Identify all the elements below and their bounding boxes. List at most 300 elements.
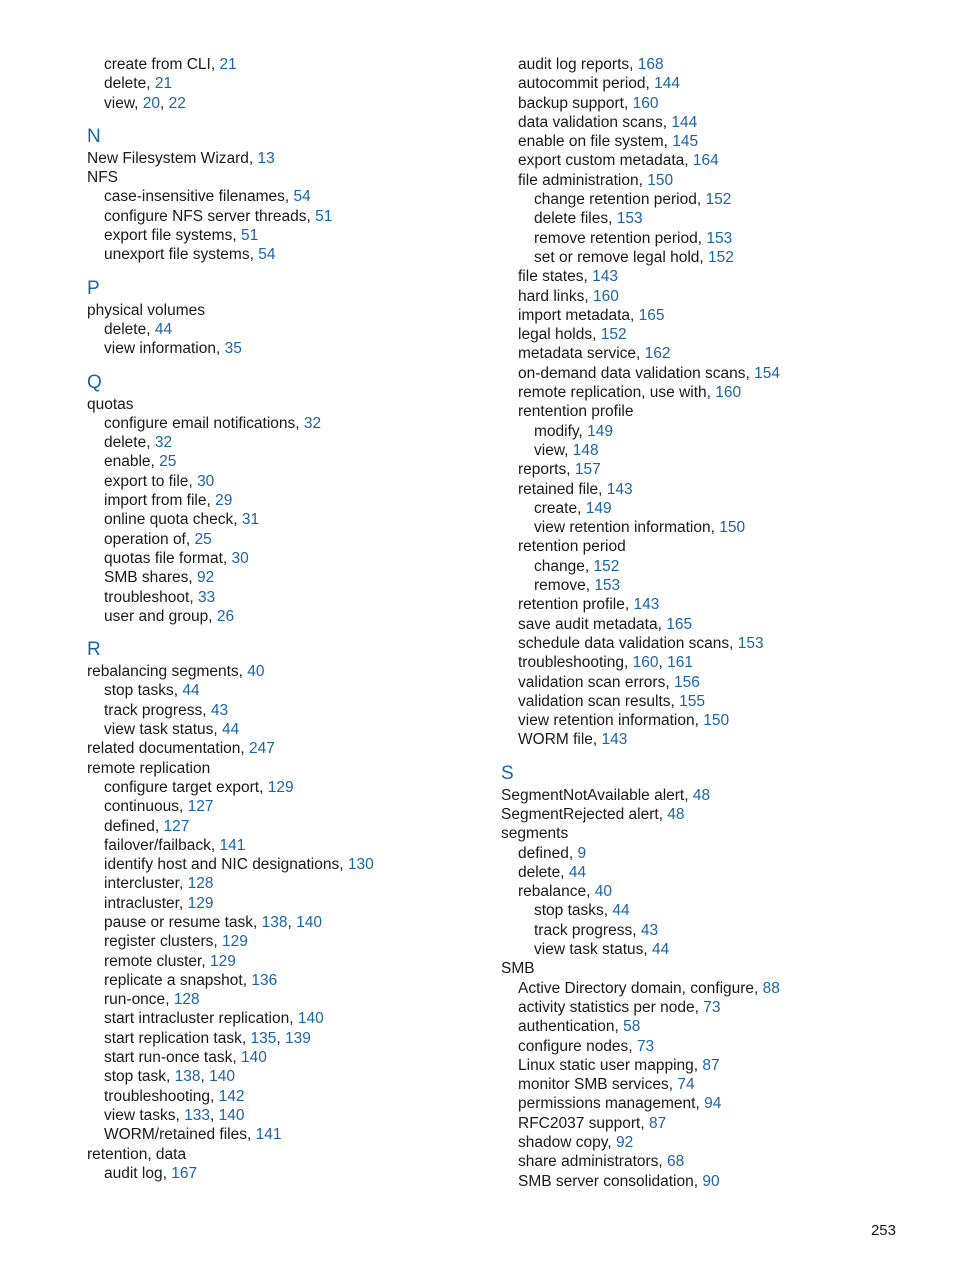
page-link[interactable]: 44 xyxy=(652,941,670,959)
page-link[interactable]: 247 xyxy=(249,740,275,758)
index-term: rebalancing segments xyxy=(87,663,239,681)
index-entry: permissions management, 94 xyxy=(518,1095,722,1113)
index-term: create from CLI xyxy=(104,56,211,73)
index-term: view task status xyxy=(534,941,644,959)
page-link[interactable]: 143 xyxy=(601,731,628,749)
page-link[interactable]: 130 xyxy=(347,856,374,874)
index-term: replicate a snapshot xyxy=(104,971,243,989)
page-link[interactable]: 149 xyxy=(587,422,614,440)
index-entry: audit log reports, 168 xyxy=(518,56,664,73)
index-term: create xyxy=(534,499,578,517)
index-entry: reports, 157 xyxy=(518,461,601,479)
index-entry: identify host and NIC designations, 130 xyxy=(104,856,374,874)
page-link[interactable]: 138 xyxy=(174,1068,201,1086)
page-link[interactable]: 145 xyxy=(672,133,699,151)
index-term: run-once xyxy=(104,991,166,1009)
index-term: NFS xyxy=(87,169,118,187)
page-link[interactable]: 48 xyxy=(667,805,685,823)
page-link[interactable]: 40 xyxy=(247,663,265,681)
page-link[interactable]: 160 xyxy=(715,384,742,402)
page-link[interactable]: 150 xyxy=(703,712,730,730)
page-link[interactable]: 156 xyxy=(673,673,700,691)
index-section-letter: S xyxy=(501,762,514,784)
page-link[interactable]: 40 xyxy=(594,883,612,901)
page-link[interactable]: 129 xyxy=(187,894,214,912)
page-link[interactable]: 25 xyxy=(194,530,212,548)
index-term: enable xyxy=(104,453,151,471)
index-entry: Active Directory domain, configure, 88 xyxy=(518,979,780,997)
index-term: stop task xyxy=(104,1068,167,1086)
index-term: export to file xyxy=(104,472,189,490)
index-entry: configure NFS server threads, 51 xyxy=(104,207,333,225)
index-entry: enable, 25 xyxy=(104,453,177,471)
page-link[interactable]: 30 xyxy=(231,549,249,567)
page-link[interactable]: 155 xyxy=(679,692,705,710)
index-entry: online quota check, 31 xyxy=(104,511,260,529)
index-term: pause or resume task xyxy=(104,913,254,931)
page-link[interactable]: 139 xyxy=(284,1029,311,1047)
index-term: change retention period xyxy=(534,191,697,209)
page-link[interactable]: 21 xyxy=(219,56,237,73)
index-term: quotas file format xyxy=(104,549,223,567)
page-link[interactable]: 152 xyxy=(708,248,734,266)
index-term: validation scan results xyxy=(518,692,671,710)
index-entry xyxy=(501,537,921,556)
page-link[interactable]: 129 xyxy=(209,952,236,970)
page-link[interactable]: 133 xyxy=(184,1106,210,1124)
index-term: SMB shares xyxy=(104,569,189,587)
index-entry: delete, 44 xyxy=(104,320,173,338)
index-term: view xyxy=(534,441,565,459)
index-entry: change, 152 xyxy=(534,557,620,575)
index-term: delete files xyxy=(534,210,609,228)
page-link[interactable]: 157 xyxy=(574,461,601,479)
index-entry: metadata service, 162 xyxy=(518,345,671,363)
page-link[interactable]: 127 xyxy=(187,798,214,816)
index-entry: import from file, 29 xyxy=(104,492,233,510)
index-term: permissions management xyxy=(518,1095,696,1113)
index-term: remote replication, use with xyxy=(518,384,707,402)
page-link[interactable]: 154 xyxy=(754,364,780,382)
index-entry: WORM/retained files, 141 xyxy=(104,1126,282,1144)
page-link[interactable]: 150 xyxy=(647,171,674,189)
index-entry xyxy=(87,395,507,414)
index-entry: hard links, 160 xyxy=(518,287,619,305)
page-link[interactable]: 73 xyxy=(703,998,721,1016)
index-entry: delete, 44 xyxy=(518,863,587,881)
index-entry: legal holds, 152 xyxy=(518,326,627,344)
index-entry: stop tasks, 44 xyxy=(104,682,200,700)
page-link[interactable]: 48 xyxy=(692,786,711,804)
index-entry: troubleshooting, 142 xyxy=(104,1087,245,1105)
index-term: start intracluster replication xyxy=(104,1010,290,1028)
index-entry: defined, 9 xyxy=(518,844,587,862)
index-term: Linux static user mapping xyxy=(518,1056,694,1074)
page-link[interactable]: 140 xyxy=(296,913,323,931)
index-term: continuous xyxy=(104,798,179,816)
page-link[interactable]: 20 xyxy=(142,94,161,112)
page-link[interactable]: 164 xyxy=(692,152,719,170)
index-entry: rebalancing segments, 40 xyxy=(87,663,265,681)
page-link[interactable]: 153 xyxy=(594,577,621,595)
index-entry: save audit metadata, 165 xyxy=(518,615,693,633)
page-link[interactable]: 149 xyxy=(585,499,612,517)
index-entry: configure target export, 129 xyxy=(104,778,294,796)
index-entry: quotas file format, 30 xyxy=(104,549,249,567)
page-link[interactable]: 13 xyxy=(257,149,275,167)
page-link[interactable]: 92 xyxy=(197,569,215,587)
index-term: track progress xyxy=(104,701,203,719)
page-link[interactable]: 165 xyxy=(638,306,665,324)
page-link[interactable]: 148 xyxy=(572,441,599,459)
index-entry: retention profile, 143 xyxy=(518,596,660,614)
index-entry: remove retention period, 153 xyxy=(534,229,733,247)
page-link[interactable]: 92 xyxy=(615,1134,634,1152)
index-term: track progress xyxy=(534,921,633,939)
index-term: configure email notifications xyxy=(104,414,296,432)
page-link[interactable]: 94 xyxy=(704,1095,722,1113)
index-term: backup support xyxy=(518,94,624,112)
index-term: export file systems xyxy=(104,227,233,245)
index-term: data validation scans xyxy=(518,113,663,131)
index-term: delete xyxy=(104,320,147,338)
index-entry: configure nodes, 73 xyxy=(518,1037,655,1055)
page-link[interactable]: 87 xyxy=(702,1056,720,1074)
index-entry: retained file, 143 xyxy=(518,480,633,498)
page-link[interactable]: 138 xyxy=(261,913,288,931)
index-term: audit log reports xyxy=(518,56,630,73)
index-entry: file states, 143 xyxy=(518,268,618,286)
page-link[interactable]: 135 xyxy=(250,1029,277,1047)
index-entry: start intracluster replication, 140 xyxy=(104,1010,324,1028)
index-entry: SegmentRejected alert, 48 xyxy=(501,805,685,823)
index-entry: view task status, 44 xyxy=(534,941,670,959)
index-entry xyxy=(87,1145,507,1164)
index-entry: run-once, 128 xyxy=(104,991,200,1009)
index-entry: view information, 35 xyxy=(104,340,242,358)
page-link[interactable]: 74 xyxy=(677,1076,695,1094)
index-entry: schedule data validation scans, 153 xyxy=(518,634,764,652)
index-term: identify host and NIC designations xyxy=(104,856,340,874)
index-term: authentication xyxy=(518,1018,615,1036)
index-entry: on-demand data validation scans, 154 xyxy=(518,364,780,382)
index-entry: delete, 32 xyxy=(104,434,173,452)
page-link[interactable]: 128 xyxy=(173,991,200,1009)
page-link[interactable]: 152 xyxy=(705,191,732,209)
page-link[interactable]: 44 xyxy=(568,863,587,881)
index-term: defined xyxy=(104,817,155,835)
index-term: user and group xyxy=(104,607,209,625)
page-link[interactable]: 161 xyxy=(667,654,693,672)
index-term: on-demand data validation scans xyxy=(518,364,746,382)
index-entry: New Filesystem Wizard, 13 xyxy=(87,149,275,167)
index-section-letter: P xyxy=(87,277,100,299)
page-link[interactable]: 143 xyxy=(633,596,660,614)
index-term: intercluster xyxy=(104,875,179,893)
index-term: physical volumes xyxy=(87,301,206,319)
index-term: related documentation xyxy=(87,740,241,758)
index-entry xyxy=(501,824,921,843)
index-term: file administration xyxy=(518,171,639,189)
page-link[interactable]: 44 xyxy=(154,320,173,338)
index-term: Active Directory domain, configure xyxy=(518,979,755,997)
page-link[interactable]: 153 xyxy=(616,210,643,228)
index-entry: defined, 127 xyxy=(104,817,190,835)
index-term: view task status xyxy=(104,721,214,739)
index-term: hard links xyxy=(518,287,585,305)
index-term: file states xyxy=(518,268,584,286)
page-link[interactable]: 142 xyxy=(218,1087,245,1105)
index-term: metadata service xyxy=(518,345,637,363)
index-entry xyxy=(501,402,921,421)
index-column-right xyxy=(501,55,921,1191)
index-term: unexport file systems xyxy=(104,246,250,264)
index-term: operation of xyxy=(104,530,186,548)
page-link[interactable]: 88 xyxy=(762,979,780,997)
page-link[interactable]: 25 xyxy=(159,453,177,471)
page-link[interactable]: 144 xyxy=(654,75,681,93)
index-term: save audit metadata xyxy=(518,615,658,633)
index-entry: export file systems, 51 xyxy=(104,227,259,245)
index-section-letter: Q xyxy=(87,371,102,393)
page-link[interactable]: 136 xyxy=(251,971,278,989)
index-term: case-insensitive filenames xyxy=(104,188,285,206)
index-entry: SMB shares, 92 xyxy=(104,569,215,587)
index-term: rentention profile xyxy=(518,403,634,421)
index-entry: operation of, 25 xyxy=(104,530,212,548)
index-term: RFC2037 support xyxy=(518,1114,641,1132)
index-entry: monitor SMB services, 74 xyxy=(518,1076,695,1094)
page-link[interactable]: 153 xyxy=(706,229,733,247)
index-entry: view, 148 xyxy=(534,441,599,459)
index-entry: remove, 153 xyxy=(534,577,621,595)
index-entry: remote cluster, 129 xyxy=(104,952,236,970)
index-entry: create from CLI, 21 xyxy=(104,56,237,73)
index-term: remote replication xyxy=(87,759,211,777)
page-link[interactable]: 165 xyxy=(666,615,693,633)
index-term: quotas xyxy=(87,395,134,413)
index-entry: start run-once task, 140 xyxy=(104,1049,267,1067)
index-term: view retention information xyxy=(534,519,711,537)
page-link[interactable]: 162 xyxy=(644,345,671,363)
index-term: import metadata xyxy=(518,306,630,324)
page-link[interactable]: 43 xyxy=(210,701,229,719)
index-term: online quota check xyxy=(104,511,234,529)
page-link[interactable]: 160 xyxy=(592,287,619,305)
page-link[interactable]: 141 xyxy=(255,1126,282,1144)
index-term: validation scan errors xyxy=(518,673,666,691)
index-term: retention, data xyxy=(87,1145,187,1163)
index-term: modify xyxy=(534,422,579,440)
page-link[interactable]: 30 xyxy=(197,472,215,490)
index-term: share administrators xyxy=(518,1153,659,1171)
page-link[interactable]: 51 xyxy=(315,207,333,225)
page-link[interactable]: 127 xyxy=(163,817,190,835)
index-term: enable on file system xyxy=(518,133,664,151)
index-term: activity statistics per node xyxy=(518,998,695,1016)
page-link[interactable]: 150 xyxy=(719,519,746,537)
page-link[interactable]: 129 xyxy=(222,933,248,951)
index-term: SegmentNotAvailable alert xyxy=(501,786,685,804)
index-entry: view retention information, 150 xyxy=(534,519,746,537)
index-entry: configure email notifications, 32 xyxy=(104,414,322,432)
index-entry: troubleshoot, 33 xyxy=(104,588,216,606)
page-link[interactable]: 44 xyxy=(182,682,200,700)
index-entry: delete files, 153 xyxy=(534,210,643,228)
index-term: failover/failback xyxy=(104,836,211,854)
page-link[interactable]: 143 xyxy=(606,480,633,498)
index-term: SMB xyxy=(501,960,535,978)
index-entry: track progress, 43 xyxy=(534,921,659,939)
index-entry: shadow copy, 92 xyxy=(518,1134,634,1152)
page-link[interactable]: 44 xyxy=(612,902,630,920)
index-term: New Filesystem Wizard xyxy=(87,149,249,167)
index-term: import from file xyxy=(104,492,207,510)
index-term: troubleshooting xyxy=(518,654,624,672)
page-link[interactable]: 167 xyxy=(171,1164,198,1182)
index-term: rebalance xyxy=(518,883,587,901)
page-link[interactable]: 160 xyxy=(632,94,659,112)
index-entry: export custom metadata, 164 xyxy=(518,152,719,170)
index-entry: view task status, 44 xyxy=(104,721,240,739)
page-link[interactable]: 32 xyxy=(154,434,173,452)
index-entry: validation scan results, 155 xyxy=(518,692,705,710)
index-term: stop tasks xyxy=(104,682,174,700)
page-link[interactable]: 73 xyxy=(636,1037,655,1055)
index-entry: track progress, 43 xyxy=(104,701,229,719)
page-link[interactable]: 140 xyxy=(297,1010,324,1028)
index-entry: Linux static user mapping, 87 xyxy=(518,1056,720,1074)
index-entry: autocommit period, 144 xyxy=(518,75,681,93)
index-entry: export to file, 30 xyxy=(104,472,215,490)
index-entry: user and group, 26 xyxy=(104,607,235,625)
index-term: troubleshooting xyxy=(104,1087,210,1105)
index-term: start run-once task xyxy=(104,1049,233,1067)
page-link[interactable]: 32 xyxy=(303,414,322,432)
index-entry: remote replication, use with, 160 xyxy=(518,384,742,402)
index-term: WORM file xyxy=(518,731,593,749)
page-link[interactable]: 29 xyxy=(215,492,233,510)
page-link[interactable]: 43 xyxy=(640,921,659,939)
index-term: WORM/retained files xyxy=(104,1126,247,1144)
index-entry: SMB server consolidation, 90 xyxy=(518,1172,720,1190)
page-link[interactable]: 141 xyxy=(219,836,246,854)
page-link[interactable]: 33 xyxy=(197,588,216,606)
index-term: reports xyxy=(518,461,567,479)
index-term: retention profile xyxy=(518,596,625,614)
index-entry: rebalance, 40 xyxy=(518,883,612,901)
index-term: set or remove legal hold xyxy=(534,248,700,266)
page-link[interactable]: 68 xyxy=(667,1153,685,1171)
index-term: delete xyxy=(104,434,147,452)
page-link[interactable]: 140 xyxy=(218,1106,245,1124)
index-term: intracluster xyxy=(104,894,179,912)
page-link[interactable]: 54 xyxy=(258,246,276,264)
index-term: configure target export xyxy=(104,778,260,796)
page-link[interactable]: 22 xyxy=(168,94,186,112)
page-link[interactable]: 9 xyxy=(577,844,587,862)
index-entry: share administrators, 68 xyxy=(518,1153,685,1171)
page-link[interactable]: 35 xyxy=(224,340,242,358)
page-link[interactable]: 168 xyxy=(637,56,664,73)
index-term: retained file xyxy=(518,480,599,498)
index-entry: authentication, 58 xyxy=(518,1018,641,1036)
index-entry: WORM file, 143 xyxy=(518,731,628,749)
page-link[interactable]: 21 xyxy=(154,75,173,93)
page-link[interactable]: 58 xyxy=(623,1018,641,1036)
page-link[interactable]: 90 xyxy=(702,1172,720,1190)
index-entry: backup support, 160 xyxy=(518,94,659,112)
index-term: view xyxy=(104,94,135,112)
index-term: view retention information xyxy=(518,712,695,730)
index-term: start replication task xyxy=(104,1029,242,1047)
page-number: 253 xyxy=(870,1222,896,1239)
page-link[interactable]: 140 xyxy=(240,1049,267,1067)
index-section-letter: N xyxy=(87,125,101,147)
index-term: segments xyxy=(501,825,569,843)
index-term: stop tasks xyxy=(534,902,604,920)
page-link[interactable]: 87 xyxy=(648,1114,667,1132)
index-entry xyxy=(87,759,507,778)
index-term: register clusters xyxy=(104,933,214,951)
index-entry: audit log, 167 xyxy=(104,1164,198,1182)
index-entry: stop task, 138, 140 xyxy=(104,1068,236,1086)
index-term: defined xyxy=(518,844,569,862)
page-link[interactable]: 152 xyxy=(593,557,620,575)
index-entry: intracluster, 129 xyxy=(104,894,214,912)
page-link[interactable]: 44 xyxy=(222,721,240,739)
index-term: SegmentRejected alert xyxy=(501,805,659,823)
page-link[interactable]: 31 xyxy=(241,511,260,529)
index-entry: unexport file systems, 54 xyxy=(104,246,276,264)
index-entry: data validation scans, 144 xyxy=(518,113,698,131)
index-term: monitor SMB services xyxy=(518,1076,669,1094)
index-entry xyxy=(501,959,921,978)
index-term: change xyxy=(534,557,585,575)
page-link[interactable]: 140 xyxy=(209,1068,236,1086)
index-term: schedule data validation scans xyxy=(518,634,730,652)
page-link[interactable]: 160 xyxy=(632,654,659,672)
page-link[interactable]: 129 xyxy=(267,778,294,796)
index-entry: validation scan errors, 156 xyxy=(518,673,700,691)
page-link[interactable]: 26 xyxy=(216,607,235,625)
index-entry: view, 20, 22 xyxy=(104,94,186,112)
page-link[interactable]: 152 xyxy=(600,326,627,344)
index-column-left xyxy=(87,55,507,1183)
index-term: troubleshoot xyxy=(104,588,190,606)
index-entry: modify, 149 xyxy=(534,422,614,440)
page-link[interactable]: 143 xyxy=(592,268,618,286)
index-entry: view retention information, 150 xyxy=(518,712,730,730)
index-entry: delete, 21 xyxy=(104,75,173,93)
index-entry: troubleshooting, 160, 161 xyxy=(518,654,693,672)
page-link[interactable]: 51 xyxy=(240,227,259,245)
index-entry: replicate a snapshot, 136 xyxy=(104,971,278,989)
index-entry: related documentation, 247 xyxy=(87,740,275,758)
index-entry: view tasks, 133, 140 xyxy=(104,1106,245,1124)
index-entry: start replication task, 135, 139 xyxy=(104,1029,311,1047)
index-entry: change retention period, 152 xyxy=(534,191,732,209)
page-link[interactable]: 144 xyxy=(671,113,698,131)
page-link[interactable]: 54 xyxy=(293,188,311,206)
page-link[interactable]: 128 xyxy=(187,875,214,893)
index-entry: failover/failback, 141 xyxy=(104,836,246,854)
index-term: legal holds xyxy=(518,326,593,344)
index-entry: enable on file system, 145 xyxy=(518,133,699,151)
index-term: export custom metadata xyxy=(518,152,685,170)
index-term: autocommit period xyxy=(518,75,646,93)
page-link[interactable]: 153 xyxy=(737,634,764,652)
